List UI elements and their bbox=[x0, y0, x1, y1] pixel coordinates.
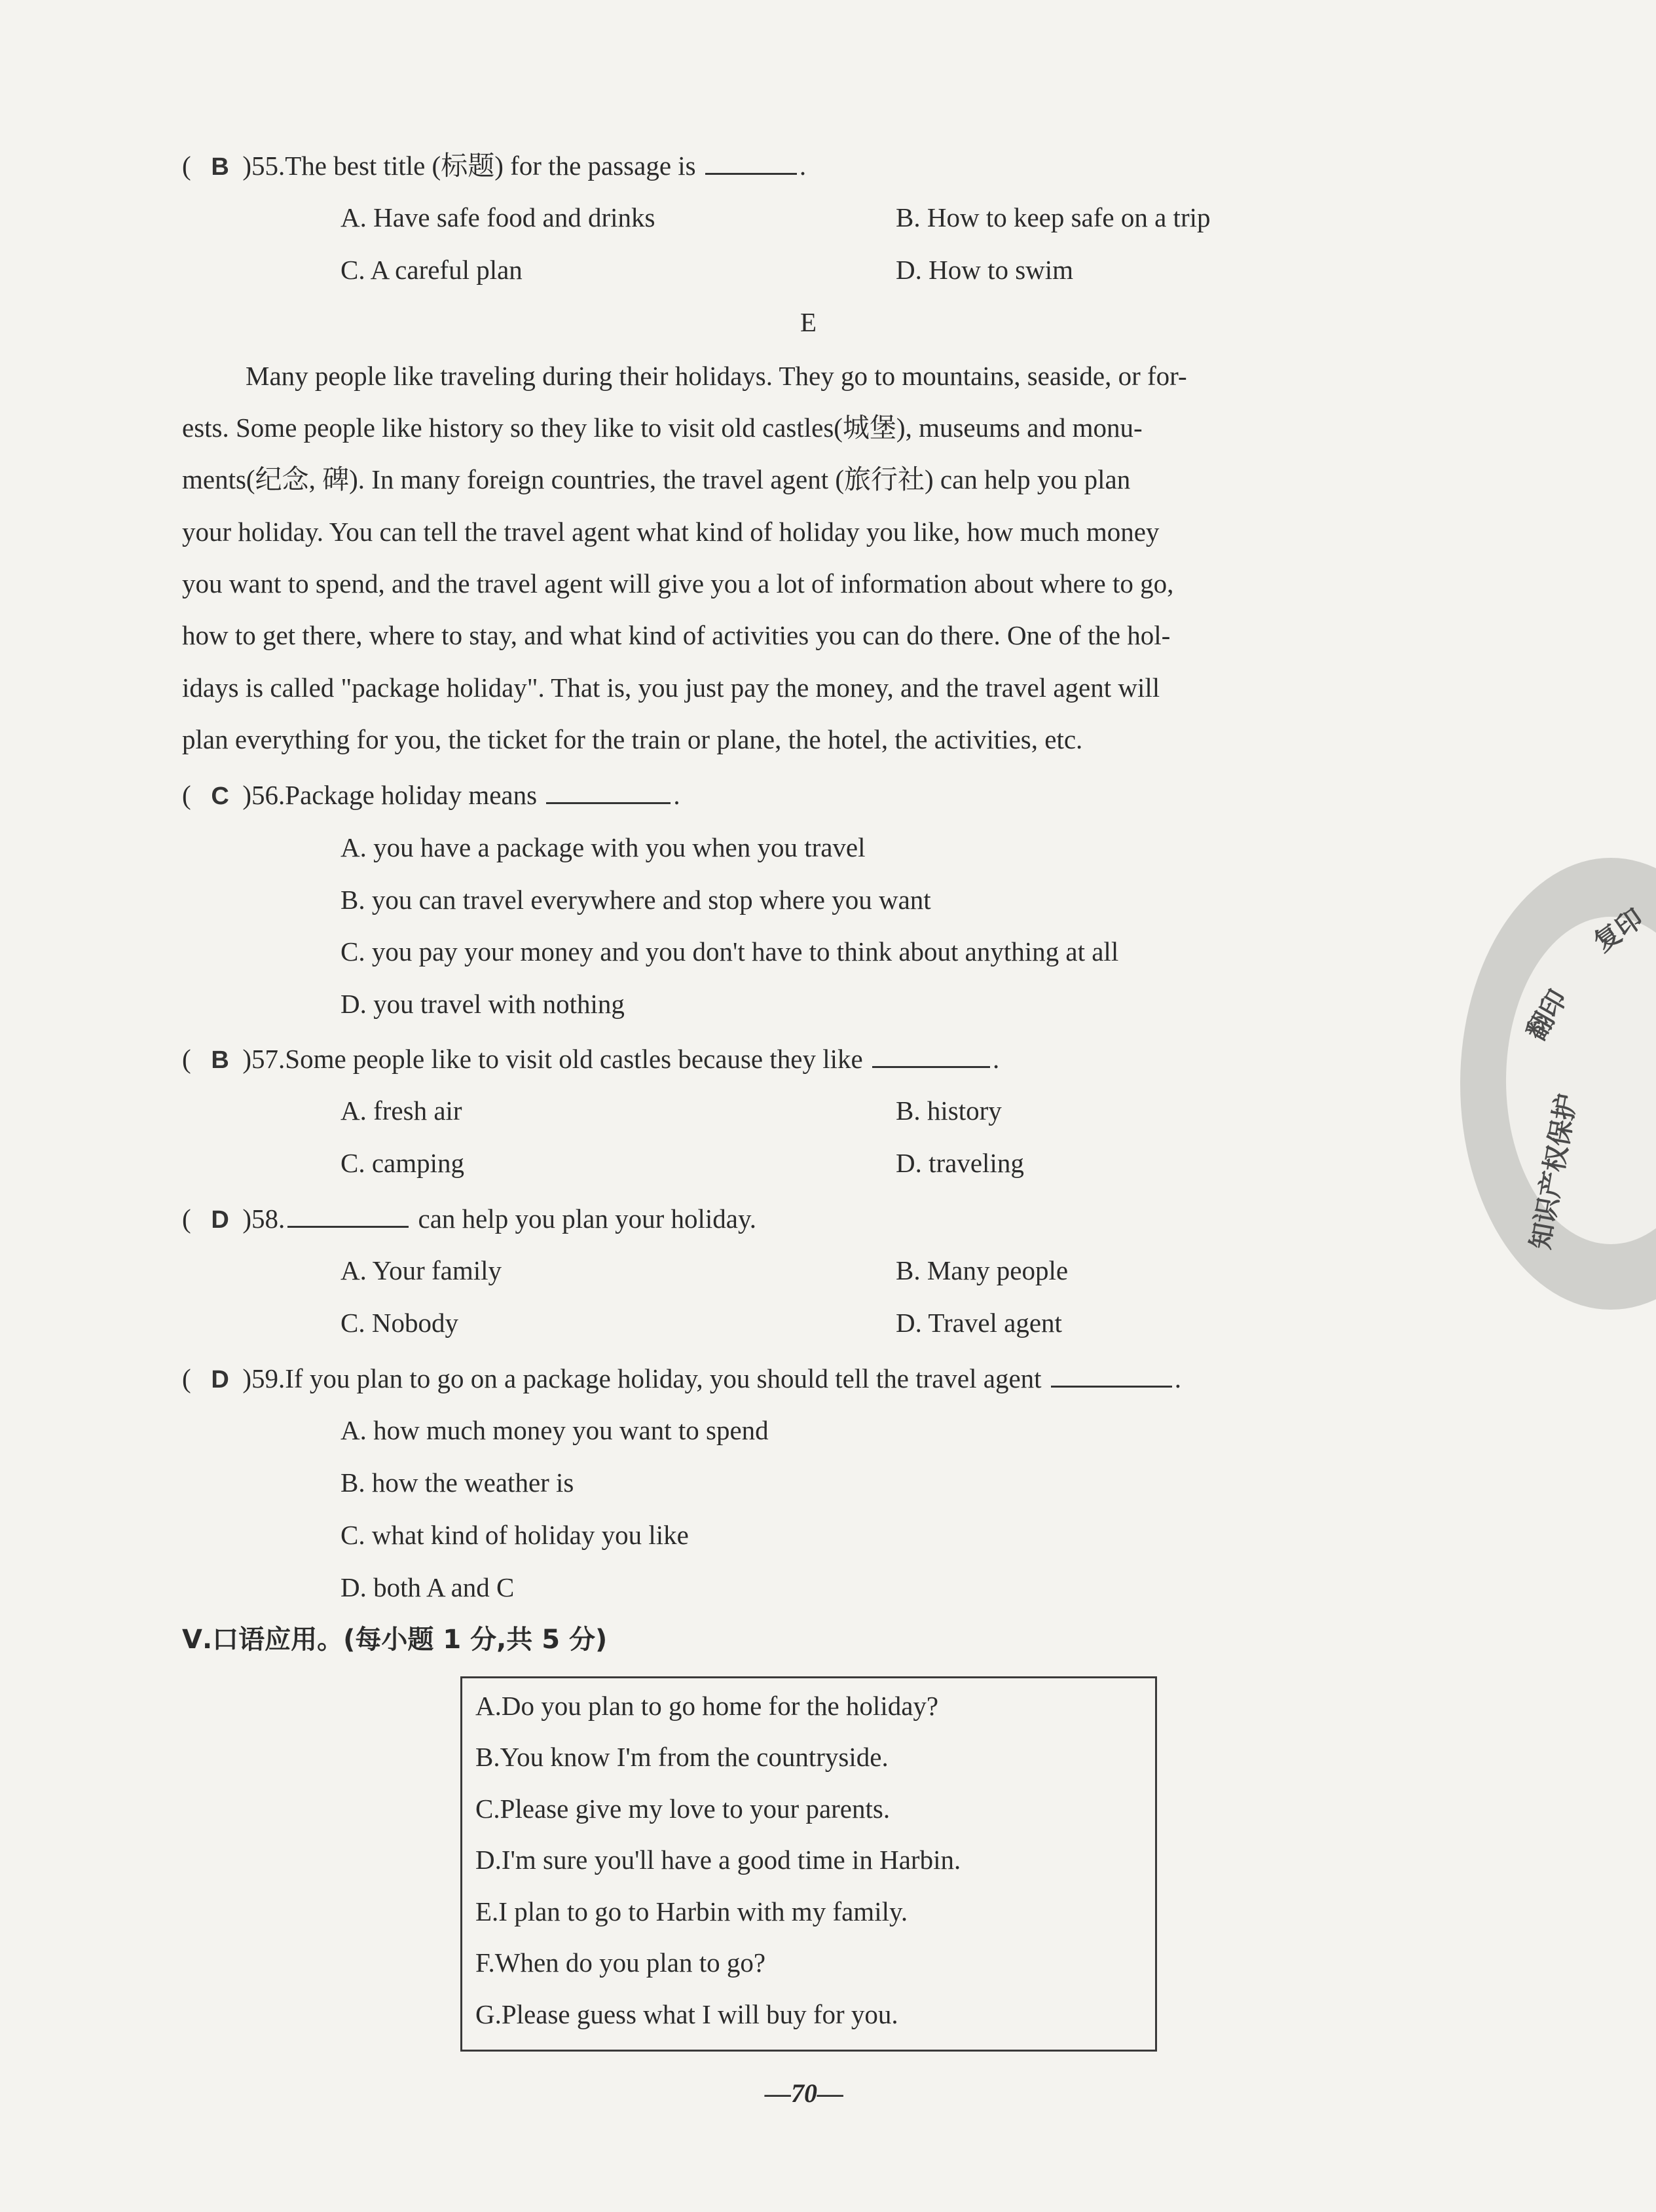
question-59-stem: )59.If you plan to go on a package holiday, you should tell the travel agent bbox=[242, 1363, 1042, 1393]
question-59-end: . bbox=[1174, 1363, 1182, 1393]
stamp-text-3: 知识产权保护 bbox=[1525, 1091, 1583, 1252]
answer-blank bbox=[1051, 1359, 1172, 1388]
option-56-c: C. you pay your money and you don't have to think about anything at all bbox=[340, 936, 1119, 967]
passage-line-8: plan everything for you, the ticket for the train or plane, the hotel, the activities, etc. bbox=[182, 724, 1083, 754]
question-58-stem: )58. bbox=[242, 1204, 285, 1234]
question-57 bbox=[182, 1040, 999, 1078]
passage-line-5: you want to spend, and the travel agent will give you a lot of information about where to go, bbox=[182, 568, 1174, 599]
answer-57: B bbox=[211, 1046, 229, 1074]
question-56-end: . bbox=[673, 780, 680, 810]
question-57-stem: )57.Some people like to visit old castles because they like bbox=[242, 1044, 863, 1074]
question-55 bbox=[182, 147, 806, 185]
box-option-e: E.I plan to go to Harbin with my family. bbox=[475, 1896, 908, 1926]
question-58 bbox=[182, 1200, 756, 1238]
option-59-d: D. both A and C bbox=[340, 1572, 515, 1602]
box-option-d: D.I'm sure you'll have a good time in Harbin. bbox=[475, 1845, 961, 1875]
passage-line-4: your holiday. You can tell the travel agent what kind of holiday you like, how much money bbox=[182, 517, 1160, 547]
box-option-a: A.Do you plan to go home for the holiday? bbox=[475, 1691, 939, 1721]
option-56-b: B. you can travel everywhere and stop where you want bbox=[340, 885, 931, 915]
question-56 bbox=[182, 776, 680, 815]
question-55-stem: )55.The best title (标题) for the passage is bbox=[242, 151, 696, 181]
option-55-a: A. Have safe food and drinks bbox=[340, 202, 655, 232]
box-option-c: C.Please give my love to your parents. bbox=[475, 1794, 891, 1824]
paren: ( bbox=[182, 1363, 191, 1393]
option-57-b: B. history bbox=[896, 1096, 1002, 1126]
answer-blank bbox=[705, 147, 797, 175]
answer-blank bbox=[287, 1200, 409, 1228]
option-58-c: C. Nobody bbox=[340, 1308, 458, 1338]
answer-59: D bbox=[211, 1366, 229, 1393]
passage-line-6: how to get there, where to stay, and what kind of activities you can do there. One of the hol- bbox=[182, 620, 1171, 650]
passage-line-1: Many people like traveling during their holidays. They go to mountains, seaside, or for- bbox=[246, 361, 1187, 391]
paren: ( bbox=[182, 780, 191, 810]
passage-line-3: ments(纪念, 碑). In many foreign countries, the travel agent (旅行社) can help you plan bbox=[182, 464, 1131, 494]
paren: ( bbox=[182, 1044, 191, 1074]
option-56-a: A. you have a package with you when you travel bbox=[340, 832, 866, 862]
option-58-a: A. Your family bbox=[340, 1255, 502, 1285]
section-5-title: Ⅴ.口语应用。(每小题 1 分,共 5 分) bbox=[182, 1625, 608, 1655]
question-59 bbox=[182, 1359, 1181, 1398]
question-55-end: . bbox=[799, 151, 807, 181]
option-57-a: A. fresh air bbox=[340, 1096, 462, 1126]
answer-58: D bbox=[211, 1206, 229, 1234]
box-option-f: F.When do you plan to go? bbox=[475, 1947, 766, 1978]
option-59-a: A. how much money you want to spend bbox=[340, 1415, 769, 1445]
option-57-c: C. camping bbox=[340, 1148, 465, 1178]
option-58-b: B. Many people bbox=[896, 1255, 1069, 1285]
options-box bbox=[460, 1676, 1157, 2052]
stamp-text-1: 复印 bbox=[1589, 903, 1649, 959]
passage-line-2: ests. Some people like history so they like to visit old castles(城堡), museums and monu- bbox=[182, 413, 1143, 443]
question-58-end: can help you plan your holiday. bbox=[418, 1204, 757, 1234]
option-55-d: D. How to swim bbox=[896, 255, 1074, 285]
answer-56: C bbox=[211, 783, 229, 810]
answer-blank bbox=[872, 1040, 990, 1068]
passage-line-7: idays is called "package holiday". That is, you just pay the money, and the travel agent will bbox=[182, 673, 1160, 703]
page-number: —70— bbox=[765, 2078, 843, 2108]
box-option-g: G.Please guess what I will buy for you. bbox=[475, 1999, 898, 2029]
option-55-b: B. How to keep safe on a trip bbox=[896, 202, 1211, 232]
answer-blank bbox=[546, 776, 671, 804]
answer-55: B bbox=[211, 153, 229, 181]
question-56-stem: )56.Package holiday means bbox=[242, 780, 538, 810]
paren: ( bbox=[182, 151, 191, 181]
option-55-c: C. A careful plan bbox=[340, 255, 523, 285]
box-option-b: B.You know I'm from the countryside. bbox=[475, 1742, 889, 1772]
paren: ( bbox=[182, 1204, 191, 1234]
option-56-d: D. you travel with nothing bbox=[340, 989, 625, 1019]
option-59-c: C. what kind of holiday you like bbox=[340, 1520, 689, 1550]
option-57-d: D. traveling bbox=[896, 1148, 1024, 1178]
stamp-text-2: 翻印 bbox=[1521, 985, 1573, 1046]
question-57-end: . bbox=[992, 1044, 1000, 1074]
option-58-d: D. Travel agent bbox=[896, 1308, 1062, 1338]
option-59-b: B. how the weather is bbox=[340, 1467, 574, 1498]
section-letter: E bbox=[800, 307, 817, 337]
